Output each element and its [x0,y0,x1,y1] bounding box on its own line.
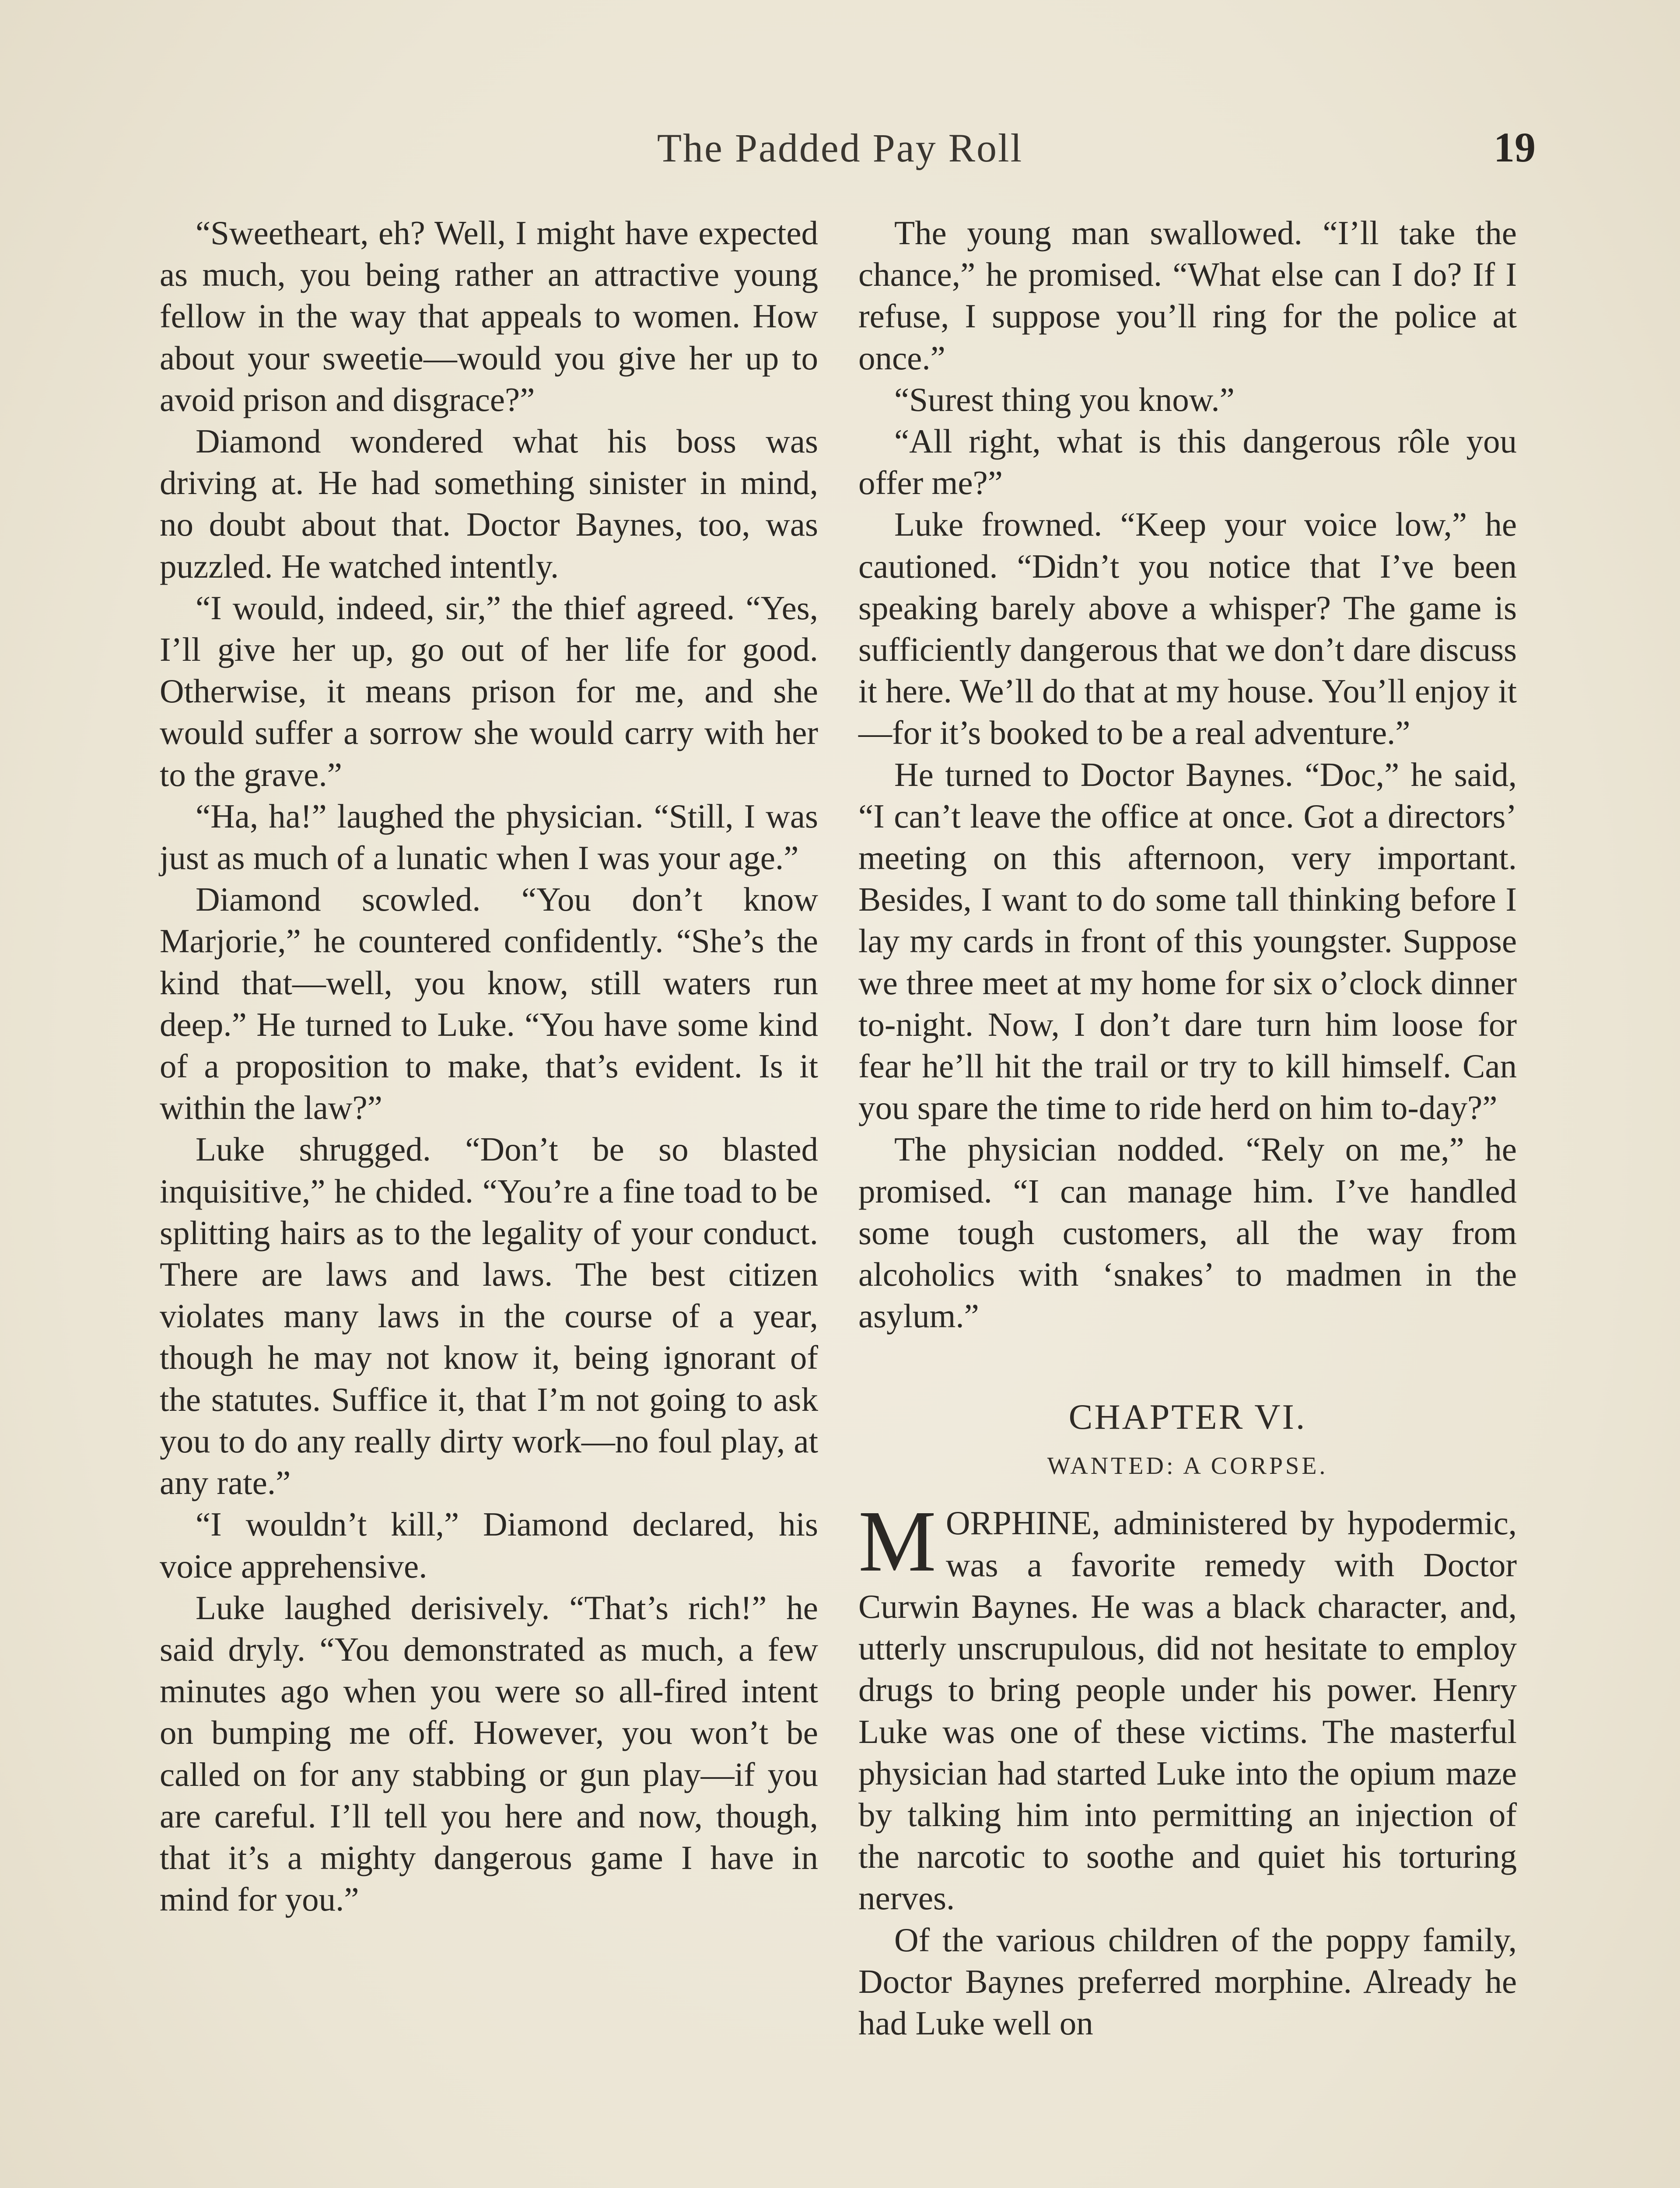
chapter-first-paragraph [858,1493,1517,1919]
paragraph: Of the various children of the poppy family, Doctor Baynes preferred morphine. Already he had Luke well on [858,1921,1517,2042]
paragraph: “All right, what is this dangerous rôle you offer me?” [858,422,1517,502]
left-column [160,212,818,1920]
paragraph: Diamond wondered what his boss was driving at. He had something sinister in mind, no doubt about that. Doctor Baynes, too, was puzzled. He watched intently. [160,422,818,585]
paragraph: The young man swallowed. “I’ll take the chance,” he promised. “What else can I do? If I refuse, I suppose you’ll ring for the police at once.” [858,214,1517,377]
chapter-subtitle: WANTED: A CORPSE. [1047,1452,1328,1480]
paragraph: Luke laughed derisively. “That’s rich!” he said dryly. “You demonstrated as much, a few minutes ago when you were so all-fired intent on bumping me off. However, you won’t be called on for any stabbing or gun play—if you are careful. I’ll tell you here and now, though, that it’s a mighty dangerous game I have in mind for you.” [160,1588,818,1918]
drop-cap: M [858,1493,936,1590]
paragraph: “Sweetheart, eh? Well, I might have expected as much, you being rather an attractive young fellow in the way that appeals to women. How about your sweetie—would you give her up to avoid prison and disgrace?” [160,214,818,418]
paragraph: “Surest thing you know.” [894,380,1235,418]
paragraph: Luke shrugged. “Don’t be so blasted inquisitive,” he chided. “You’re a fine toad to be splitting hairs as to the legality of your conduct. There are laws and laws. The best citizen violates many laws in the course of a year, though he may not know it, being ignorant of the statutes. Suffice it, that I’m not going to ask you to do any really dirty work—no foul play, at any rate.” [160,1130,818,1502]
paragraph: “I wouldn’t kill,” Diamond declared, his voice apprehensive. [160,1505,818,1585]
running-title: The Padded Pay Roll [657,126,1023,170]
paragraph: Luke frowned. “Keep your voice low,” he cautioned. “Didn’t you notice that I’ve been speaking barely above a whisper? The game is sufficiently dangerous that we don’t dare discuss it here. We’ll do that at my house. You’ll enjoy it—for it’s booked to be a real adventure.” [858,505,1517,752]
paragraph: “Ha, ha!” laughed the physician. “Still, I was just as much of a lunatic when I was your age.” [160,797,818,877]
right-column [858,212,1517,2044]
paragraph: The physician nodded. “Rely on me,” he promised. “I can manage him. I’ve handled some tough customers, all the way from alcoholics with ‘snakes’ to madmen in the asylum.” [858,1130,1517,1335]
paragraph: He turned to Doctor Baynes. “Doc,” he said, “I can’t leave the office at once. Got a directors’ meeting on this afternoon, very important. Besides, I want to do some tall thinking before I lay my cards in front of this youngster. Suppose we three meet at my home for six o’clock dinner to-night. Now, I don’t dare turn him loose for fear he’ll hit the trail or try to kill himself. Can you spare the time to ride herd on him to-day?” [858,755,1517,1127]
paragraph: Diamond scowled. “You don’t know Marjorie,” he countered confidently. “She’s the kind that—well, you know, still waters run deep.” He turned to Luke. “You have some kind of a proposition to make, that’s evident. Is it within the law?” [160,880,818,1127]
page-number: 19 [1494,124,1536,171]
paragraph: “I would, indeed, sir,” the thief agreed. “Yes, I’ll give her up, go out of her life for good. Otherwise, it means prison for me, and she would suffer a sorrow she would carry with her to the grave.” [160,589,818,793]
chapter-first-paragraph-text: ORPHINE, administered by hypodermic, was a favorite remedy with Doctor Curwin Baynes. He was a black character, and, utterly unscrupulous, did not hesitate to employ drugs to bring people under his power. Henry Luke was one of these victims. The masterful physician had started Luke into the opium maze by talking him into permitting an injection of the narcotic to soothe and quiet his torturing nerves. [858,1504,1517,1917]
chapter-heading: CHAPTER VI. [1068,1397,1307,1437]
running-head [0,125,1680,182]
